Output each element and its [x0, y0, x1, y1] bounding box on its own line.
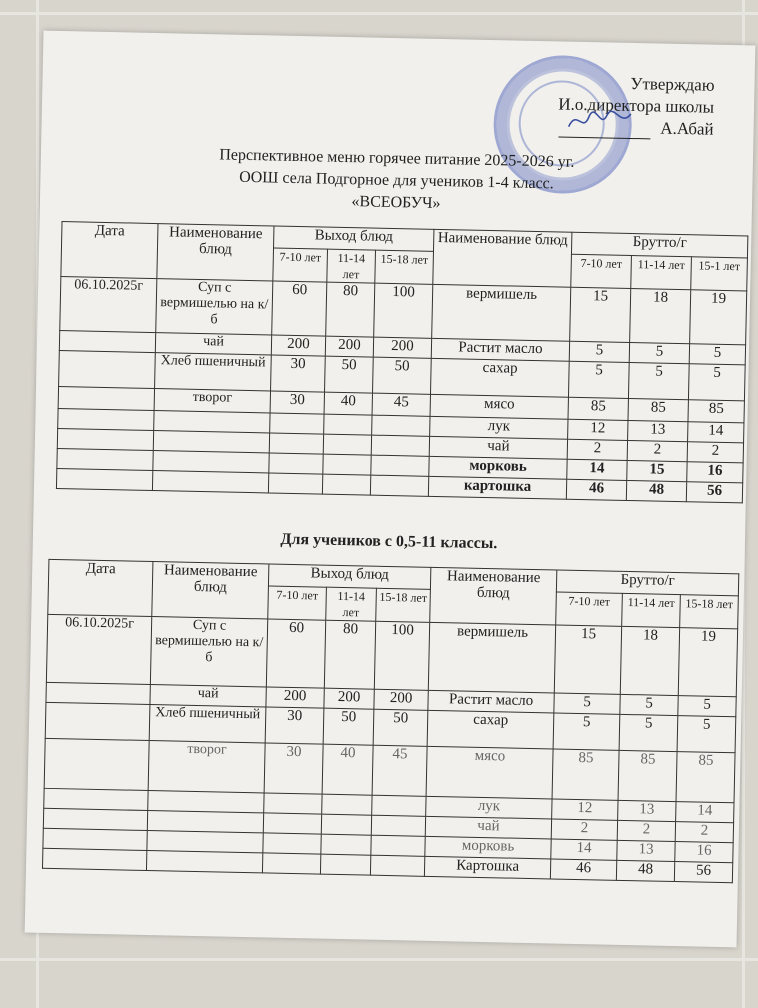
cell-gross-15-18: 2 [687, 442, 743, 463]
cell-gross-7-10: 14 [567, 459, 627, 480]
cell-dish [154, 411, 270, 433]
cell-gross-11-14: 2 [617, 820, 675, 841]
cell-yield-15-18 [370, 475, 428, 496]
col-date: Дата [61, 222, 158, 279]
cell-gross-11-14: 13 [628, 420, 688, 441]
col-age-11-14: 11-14 лет [631, 256, 692, 290]
cell-gross-11-14: 5 [620, 694, 678, 715]
title-line-1: Перспективное меню горячее питание 2025-2026 уг. [219, 146, 575, 171]
cell-date [58, 409, 154, 431]
cell-dish: Суп с вермишелью на к/б [156, 279, 273, 335]
col-yield: Выход блюд [268, 564, 430, 589]
cell-dish: Хлеб пшеничный [155, 353, 272, 391]
cell-yield-11-14: 80 [324, 620, 375, 689]
cell-yield-7-10: 200 [266, 687, 324, 708]
cell-product: Растит масло [428, 690, 554, 713]
cell-yield-11-14: 50 [323, 708, 374, 745]
cell-dish [153, 431, 269, 453]
cell-gross-7-10: 5 [554, 693, 620, 714]
cell-yield-11-14: 40 [324, 392, 372, 415]
cell-yield-7-10 [269, 433, 323, 454]
cell-yield-15-18: 200 [374, 689, 428, 710]
cell-date [44, 738, 149, 790]
cell-product: вермишель [428, 622, 555, 693]
cell-gross-11-14: 85 [618, 750, 677, 801]
col-age-11-14: 11-14 лет [622, 593, 681, 627]
cell-dish: Хлеб пшеничный [149, 705, 266, 743]
cell-gross-15-18: 56 [686, 482, 742, 503]
cell-dish [152, 471, 268, 493]
cell-gross-7-10: 5 [569, 341, 629, 362]
cell-dish: Суп с вермишелью на к/б [150, 617, 267, 687]
col-dish: Наименование блюд [152, 562, 269, 619]
col-dish: Наименование блюд [157, 224, 274, 281]
cell-dish [146, 850, 262, 872]
cell-gross-11-14: 2 [627, 440, 687, 461]
cell-gross-7-10: 12 [568, 419, 628, 440]
col-product: Наименование блюд [430, 567, 557, 625]
cell-yield-7-10 [262, 853, 320, 874]
cell-yield-11-14 [324, 414, 372, 435]
cell-yield-15-18 [371, 815, 425, 836]
cell-date [56, 469, 152, 491]
cell-date [43, 808, 147, 830]
section-title-grades-0-11: Для учеников с 0,5-11 классы. [280, 530, 498, 553]
menu-table-grades-0-11 [42, 559, 739, 883]
cell-gross-7-10: 2 [551, 819, 617, 840]
cell-gross-7-10: 14 [551, 839, 617, 860]
col-age-15-18: 15-18 лет [375, 250, 434, 284]
col-date: Дата [48, 559, 153, 616]
cell-product: Картошка [424, 856, 550, 879]
title-line-2: ООШ села Подгорное для учеников 1-4 класс. [238, 168, 554, 193]
cell-yield-7-10: 60 [272, 281, 327, 336]
cell-yield-11-14: 80 [326, 282, 375, 337]
cell-product: лук [426, 796, 552, 819]
cell-yield-7-10 [264, 793, 322, 814]
cell-product: сахар [427, 710, 554, 749]
cell-yield-7-10: 30 [270, 391, 324, 414]
cell-gross-11-14: 48 [616, 860, 674, 881]
cell-gross-15-18: 85 [676, 752, 735, 803]
cell-yield-11-14 [321, 834, 371, 855]
cell-date [59, 351, 156, 389]
cell-yield-11-14: 200 [325, 336, 373, 357]
approver-position: И.о.директора школы [558, 94, 715, 117]
cell-product: чай [429, 436, 567, 459]
col-age-15-18: 15-18 лет [680, 595, 739, 629]
cell-product: картошка [428, 476, 566, 499]
cell-yield-11-14: 200 [324, 688, 374, 709]
cell-date: 06.10.2025г [60, 277, 157, 333]
cell-yield-7-10 [268, 473, 322, 494]
cell-dish: чай [155, 333, 271, 355]
cell-gross-15-18: 14 [688, 422, 744, 443]
cell-gross-15-18: 85 [688, 400, 744, 423]
cell-yield-11-14 [323, 434, 371, 455]
cell-yield-11-14 [322, 794, 372, 815]
cell-gross-15-18: 5 [689, 344, 745, 365]
cell-yield-7-10: 200 [271, 335, 325, 356]
cell-product: Растит масло [431, 338, 569, 361]
cell-gross-11-14: 85 [628, 398, 688, 421]
tile-seam [0, 12, 758, 15]
cell-gross-11-14: 18 [620, 626, 679, 695]
cell-yield-15-18 [370, 855, 424, 876]
menu-table-grades-1-4 [56, 221, 748, 503]
cell-gross-11-14: 5 [629, 342, 689, 363]
cell-date [58, 387, 154, 411]
cell-yield-15-18 [372, 415, 430, 436]
col-gross: Брутто/г [556, 570, 738, 596]
cell-yield-7-10 [270, 413, 324, 434]
col-gross: Брутто/г [571, 232, 747, 258]
cell-date [45, 702, 150, 740]
cell-dish [147, 830, 263, 852]
cell-gross-7-10: 15 [570, 287, 631, 342]
cell-yield-7-10: 60 [266, 619, 325, 688]
cell-dish: чай [150, 685, 266, 707]
cell-gross-7-10: 2 [567, 439, 627, 460]
cell-gross-7-10: 5 [568, 361, 629, 398]
cell-product: мясо [430, 394, 568, 419]
cell-yield-11-14 [320, 854, 370, 875]
cell-yield-7-10: 30 [271, 355, 326, 392]
col-age-7-10: 7-10 лет [571, 254, 632, 288]
cell-product: чай [425, 816, 551, 839]
cell-gross-11-14: 13 [618, 800, 676, 821]
cell-gross-15-18: 16 [675, 842, 733, 863]
cell-yield-11-14 [321, 814, 371, 835]
col-age-7-10: 7-10 лет [556, 592, 623, 626]
cell-gross-15-18: 5 [677, 716, 736, 753]
cell-yield-15-18 [372, 795, 426, 816]
cell-yield-11-14: 50 [325, 356, 374, 393]
cell-gross-11-14: 18 [630, 288, 691, 343]
cell-product: сахар [431, 358, 570, 397]
title-line-3: «ВСЕОБУЧ» [351, 193, 441, 212]
col-age-15-18: 15-18 лет [376, 588, 431, 622]
cell-gross-15-18: 5 [678, 696, 736, 717]
cell-yield-15-18: 45 [372, 393, 430, 416]
col-age-7-10: 7-10 лет [273, 248, 328, 282]
signature [558, 120, 650, 139]
cell-yield-15-18: 45 [372, 745, 427, 796]
cell-gross-15-18: 19 [690, 290, 747, 345]
cell-dish: творог [148, 741, 265, 793]
cell-product: морковь [425, 836, 551, 859]
cell-gross-7-10: 15 [554, 625, 621, 694]
cell-gross-15-18: 56 [674, 862, 732, 883]
cell-gross-11-14: 15 [627, 460, 687, 481]
cell-date [57, 449, 153, 471]
cell-gross-7-10: 85 [552, 749, 619, 800]
cell-yield-15-18: 50 [373, 709, 428, 746]
cell-dish [153, 451, 269, 473]
document-page [25, 31, 756, 948]
cell-dish: творог [154, 389, 270, 413]
cell-yield-15-18 [371, 455, 429, 476]
cell-dish [148, 791, 264, 813]
cell-gross-11-14: 48 [626, 480, 686, 501]
cell-yield-11-14: 40 [322, 744, 373, 795]
col-product: Наименование блюд [433, 229, 572, 287]
cell-gross-15-18: 19 [678, 628, 737, 697]
cell-product: лук [430, 416, 568, 439]
col-yield: Выход блюд [274, 226, 434, 251]
cell-gross-15-18: 5 [688, 364, 745, 401]
col-age-7-10: 7-10 лет [268, 586, 327, 620]
cell-yield-15-18 [371, 835, 425, 856]
tile-seam [0, 958, 758, 961]
cell-yield-7-10 [263, 833, 321, 854]
cell-gross-7-10: 85 [568, 397, 628, 420]
cell-gross-7-10: 12 [552, 799, 618, 820]
cell-yield-15-18: 200 [373, 337, 431, 358]
cell-date [42, 848, 146, 870]
approver-name: А.Абай [660, 118, 714, 139]
cell-yield-7-10: 30 [264, 743, 323, 794]
col-age-11-14: 11-14 лет [327, 249, 376, 283]
cell-yield-7-10 [269, 453, 323, 474]
cell-date [46, 682, 150, 704]
cell-yield-7-10: 30 [265, 707, 324, 744]
col-age-11-14: 11-14 лет [326, 587, 377, 621]
col-age-15-18: 15-1 лет [691, 257, 748, 291]
cell-product: мясо [426, 746, 553, 799]
cell-gross-7-10: 46 [566, 479, 626, 500]
cell-gross-11-14: 5 [619, 714, 678, 751]
cell-product: вермишель [432, 284, 571, 341]
cell-date [57, 429, 153, 451]
cell-yield-15-18: 100 [374, 283, 433, 338]
cell-gross-11-14: 13 [617, 840, 675, 861]
cell-yield-11-14 [323, 454, 371, 475]
cell-gross-15-18: 2 [675, 822, 733, 843]
cell-date: 06.10.2025г [46, 614, 151, 684]
cell-date [44, 788, 148, 810]
cell-gross-11-14: 5 [628, 362, 689, 399]
cell-dish [147, 810, 263, 832]
approval-title: Утверждаю [630, 73, 715, 95]
cell-date [59, 331, 155, 353]
cell-yield-15-18 [371, 435, 429, 456]
approval-block [558, 71, 715, 140]
cell-yield-15-18: 50 [373, 357, 432, 394]
cell-gross-7-10: 5 [553, 713, 620, 750]
menu-title [40, 141, 753, 222]
cell-gross-7-10: 46 [550, 859, 616, 880]
cell-yield-7-10 [263, 813, 321, 834]
cell-gross-15-18: 14 [676, 802, 734, 823]
cell-yield-11-14 [322, 474, 370, 495]
cell-gross-15-18: 16 [687, 462, 743, 483]
cell-yield-15-18: 100 [374, 621, 429, 690]
cell-product: морковь [429, 456, 567, 479]
cell-date [43, 828, 147, 850]
